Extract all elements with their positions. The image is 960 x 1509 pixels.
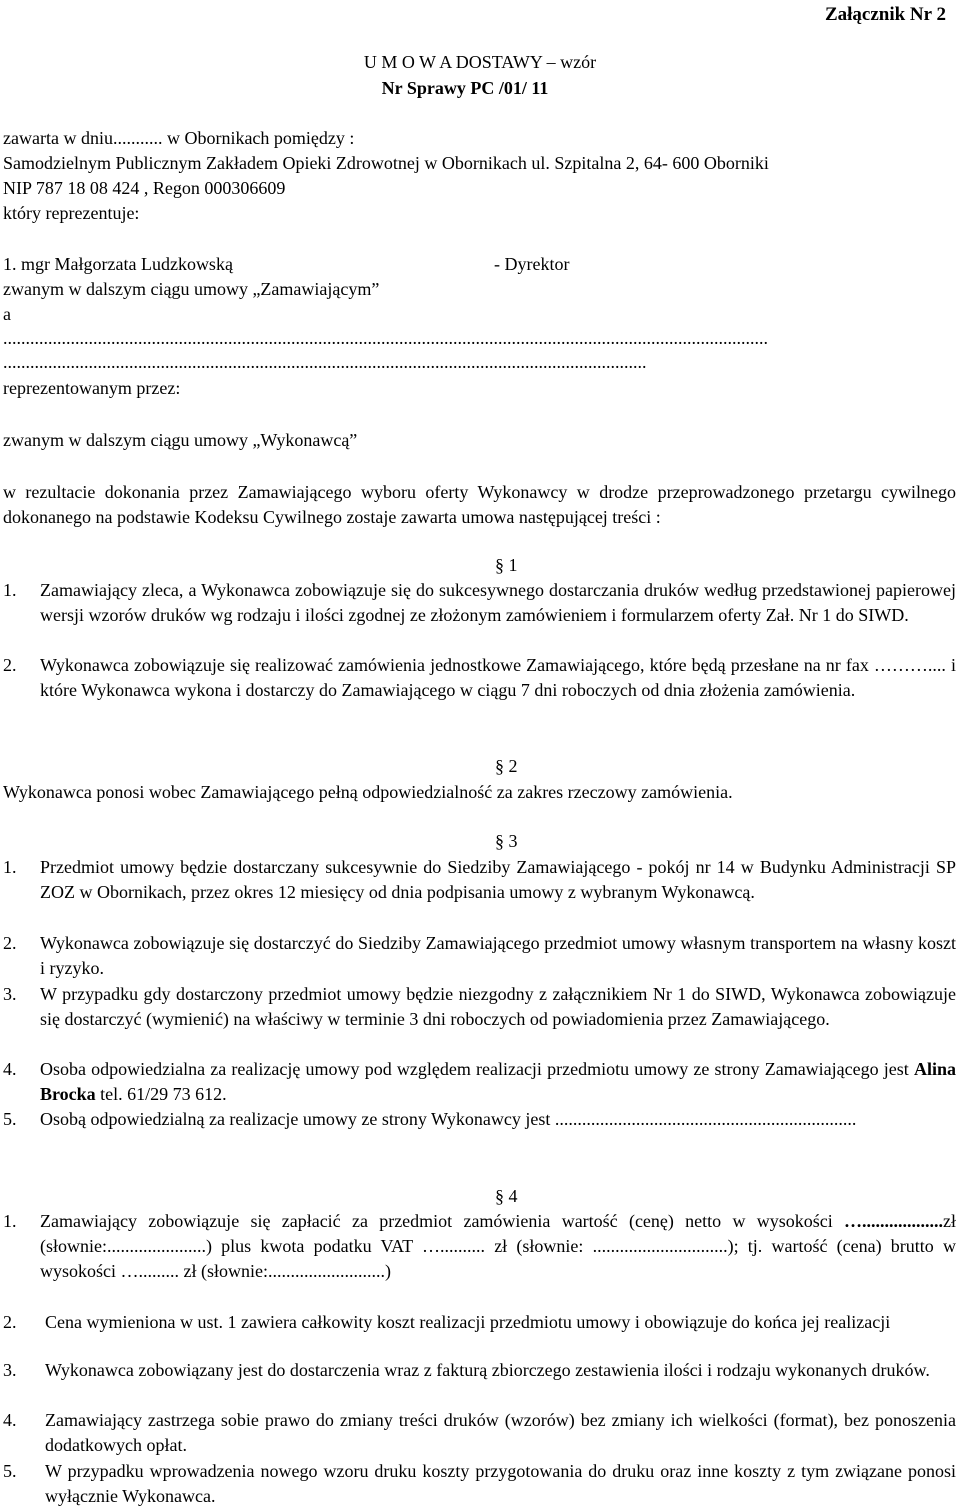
item-number: 4. [3, 1059, 17, 1079]
contractor-blank-line-1: .......................................................................................................................................................................... [3, 328, 768, 348]
intro-line-nip: NIP 787 18 08 424 , Regon 000306609 [3, 178, 286, 198]
item-number: 1. [3, 580, 17, 600]
section-4-heading: § 4 [495, 1186, 518, 1206]
item-number: 1. [3, 1211, 17, 1231]
item-text: Wykonawca zobowiązuje się dostarczyć do Siedziby Zamawiającego przedmiot umowy własnym transportem na własny koszt i ryzyko. [40, 933, 956, 978]
section-3-item-2 [3, 931, 956, 981]
section-4-item-1 [3, 1209, 956, 1284]
document-title: U M O W A DOSTAWY – wzór [363, 52, 597, 72]
item-number: 3. [3, 1360, 17, 1380]
section-4-item-4 [3, 1408, 956, 1458]
net-amount-blank: ….................. [844, 1211, 943, 1231]
intro-line-represents: który reprezentuje: [3, 203, 140, 223]
section-3-item-5 [3, 1107, 956, 1132]
item-text: Cena wymieniona w ust. 1 zawiera całkowity koszt realizacji przedmiotu umowy i obowiązuje do końca jej realizacji [45, 1312, 891, 1332]
intro-line-and: a [3, 304, 11, 324]
item-number: 2. [3, 933, 17, 953]
item-number: 2. [3, 655, 17, 675]
intro-line-party: Samodzielnym Publicznym Zakładem Opieki Zdrowotnej w Obornikach ul. Szpitalna 2, 64- 600 Oborniki [3, 153, 769, 173]
section-2-text: Wykonawca ponosi wobec Zamawiającego pełną odpowiedzialność za zakres rzeczowy zamówienia. [3, 782, 733, 802]
section-4-item-3 [3, 1358, 956, 1383]
section-4-item-2 [3, 1310, 956, 1335]
item-text: Wykonawca zobowiązuje się realizować zamówienia jednostkowe Zamawiającego, które będą przesłane na nr fax ……….... i które Wykonawca wykona i dostarczy do Zamawiającego w ciągu 7 dni roboczych od dnia złożenia zamówienia. [40, 655, 956, 700]
item-text-pre: Osoba odpowiedzialna za realizację umowy pod względem realizacji przedmiotu umowy ze strony Zamawiającego jest [40, 1059, 914, 1079]
intro-line-contractor: zwanym w dalszym ciągu umowy „Wykonawcą” [3, 430, 358, 450]
item-text: Osobą odpowiedzialną za realizacje umowy ze strony Wykonawcy jest ................................................................... [40, 1109, 857, 1129]
item-text: Zamawiający zleca, a Wykonawca zobowiązuje się do sukcesywnego dostarczania druków według przedstawionej papierowej wersji wzorów druków wg rodzaju i ilości zgodnej ze złożonym zamówieniem i formularzem oferty Zał. Nr 1 do SIWD. [40, 580, 956, 625]
section-3-item-3 [3, 982, 956, 1032]
attachment-label: Załącznik Nr 2 [824, 4, 946, 25]
item-number: 1. [3, 857, 17, 877]
section-1-item-1 [3, 578, 956, 628]
item-text [40, 1057, 956, 1107]
item-text: Zamawiający zastrzega sobie prawo do zmiany treści druków (wzorów) bez zmiany ich wielkości (format), bez ponoszenia dodatkowych opłat. [45, 1410, 956, 1455]
section-2-heading: § 2 [495, 756, 518, 776]
section-4-item-5 [3, 1459, 956, 1509]
section-3-item-1 [3, 855, 956, 905]
item-text-post: zł (słownie:......................) plus kwota podatku VAT ….......... zł (słownie: ..............................); tj. wartość (cena) brutto w wysokości …......... zł (słownie:..........................) [40, 1211, 956, 1281]
section-3-item-4 [3, 1057, 956, 1107]
section-3-heading: § 3 [495, 831, 518, 851]
contractor-blank-line-2: ............................................................................................................................................... [3, 352, 647, 372]
recital-paragraph: w rezultacie dokonania przez Zamawiającego wyboru oferty Wykonawcy w drodze przeprowadzonego przetargu cywilnego dokonanego na podstawie Kodeksu Cywilnego zostaje zawarta umowa następującej treści : [3, 482, 956, 527]
item-text: Przedmiot umowy będzie dostarczany sukcesywnie do Siedziby Zamawiającego - pokój nr 14 w Budynku Administracji SP ZOZ w Obornikach, przez okres 12 miesięcy od dnia podpisania umowy z wybranym Wykonawcą. [40, 857, 956, 902]
item-text: W przypadku wprowadzenia nowego wzoru druku koszty przygotowania do druku oraz inne koszty z tym związane ponosi wyłącznie Wykonawca. [45, 1461, 956, 1506]
item-number: 3. [3, 984, 17, 1004]
item-text [40, 1209, 956, 1284]
intro-line-represented-by: reprezentowanym przez: [3, 378, 181, 398]
item-number: 2. [3, 1312, 17, 1332]
item-text-post: tel. 61/29 73 612. [95, 1084, 227, 1104]
section-1-item-2 [3, 653, 956, 703]
item-text-pre: Zamawiający zobowiązuje się zapłacić za przedmiot zamówienia wartość (cenę) netto w wysokości [40, 1211, 844, 1231]
responsible-person-name: Alina Brocka [40, 1059, 956, 1104]
item-text: W przypadku gdy dostarczony przedmiot umowy będzie niezgodny z załącznikiem Nr 1 do SIWD, Wykonawca zobowiązuje się dostarczyć (wymienić) na właściwy w terminie 3 dni roboczych od powiadomienia przez Zamawiającego. [40, 984, 956, 1029]
item-number: 5. [3, 1109, 17, 1129]
section-1-heading: § 1 [495, 555, 518, 575]
representative-role: - Dyrektor [494, 254, 570, 274]
representative-name: 1. mgr Małgorzata Ludzkowską [3, 254, 233, 274]
case-number: Nr Sprawy PC /01/ 11 [381, 78, 549, 98]
item-number: 5. [3, 1461, 17, 1481]
item-number: 4. [3, 1410, 17, 1430]
item-text: Wykonawca zobowiązany jest do dostarczenia wraz z fakturą zbiorczego zestawienia ilości i rodzaju wykonanych druków. [45, 1360, 930, 1380]
intro-line-date: zawarta w dniu........... w Obornikach pomiędzy : [3, 128, 355, 148]
intro-line-ordering-party: zwanym w dalszym ciągu umowy „Zamawiającym” [3, 279, 380, 299]
